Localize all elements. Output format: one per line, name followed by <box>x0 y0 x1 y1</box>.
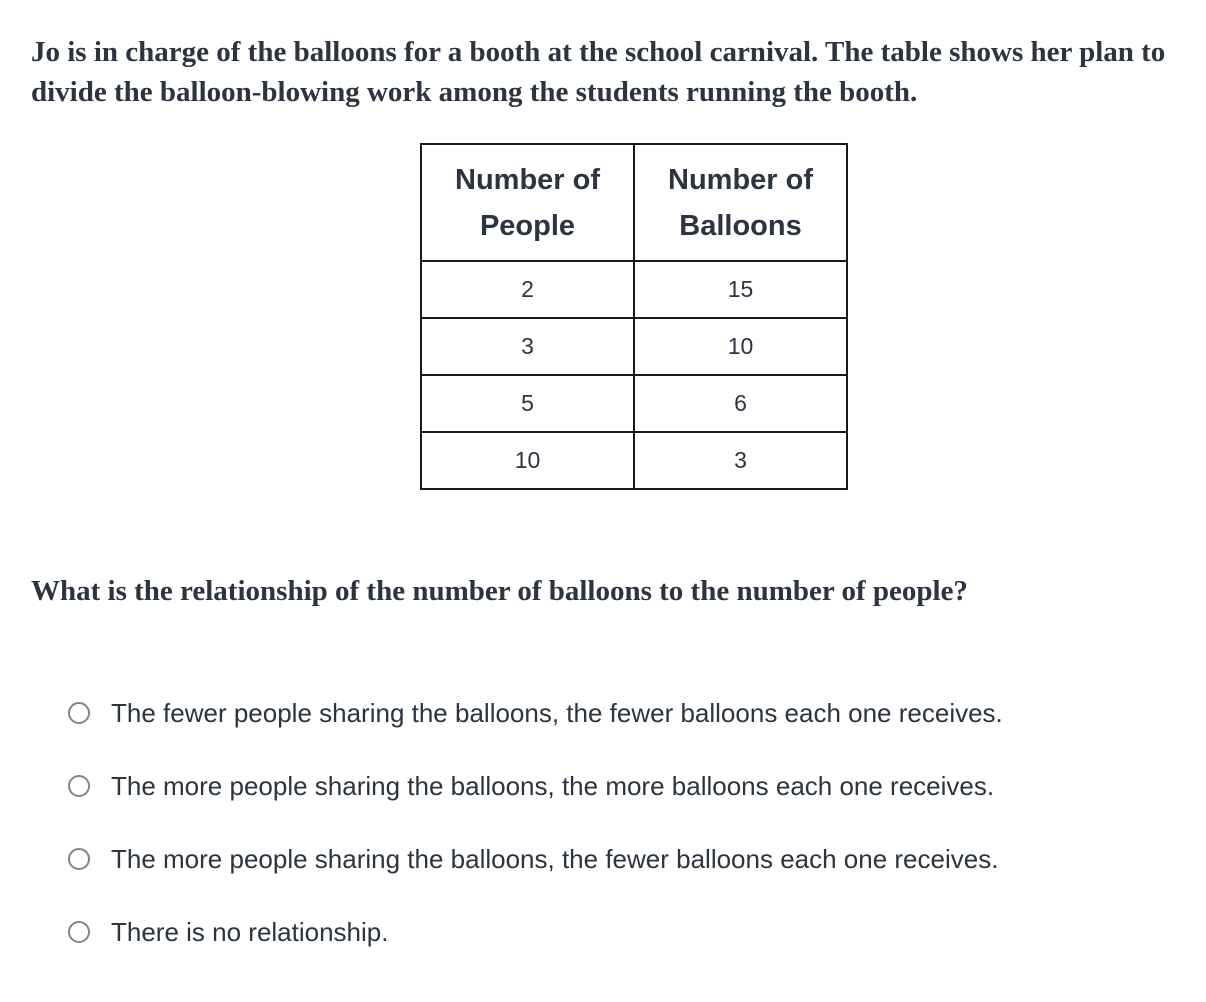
column-header-people <box>421 144 634 261</box>
column-header-balloons <box>634 144 847 261</box>
answer-choice-2[interactable] <box>68 761 1003 811</box>
radio-button-icon[interactable] <box>68 921 90 943</box>
cell-people: 3 <box>421 318 634 375</box>
column-header-line: People <box>479 209 576 242</box>
column-header-line: Balloons <box>679 209 802 242</box>
table-row <box>421 318 847 375</box>
cell-balloons: 15 <box>634 261 847 318</box>
question-prompt: Jo is in charge of the balloons for a booth at the school carnival. The table shows her plan to divide the balloon-blowing work among the students running the booth. <box>31 36 1166 108</box>
table-header-row <box>421 144 847 261</box>
answer-choice-label[interactable]: The more people sharing the balloons, the fewer balloons each one receives. <box>111 843 999 874</box>
column-header-line: Number of <box>668 163 813 196</box>
answer-choices <box>68 688 1003 980</box>
answer-choice-1[interactable] <box>68 688 1003 738</box>
answer-choice-label[interactable]: The fewer people sharing the balloons, the fewer balloons each one receives. <box>111 697 1003 728</box>
table-row <box>421 261 847 318</box>
cell-people: 5 <box>421 375 634 432</box>
cell-balloons: 3 <box>634 432 847 489</box>
cell-people: 2 <box>421 261 634 318</box>
table-row <box>421 432 847 489</box>
cell-people: 10 <box>421 432 634 489</box>
balloons-table <box>420 143 848 490</box>
radio-button-icon[interactable] <box>68 848 90 870</box>
answer-choice-label[interactable]: There is no relationship. <box>111 916 389 947</box>
radio-button-icon[interactable] <box>68 775 90 797</box>
answer-choice-4[interactable] <box>68 907 1003 957</box>
cell-balloons: 10 <box>634 318 847 375</box>
question-text: What is the relationship of the number of balloons to the number of people? <box>31 575 968 607</box>
radio-button-icon[interactable] <box>68 702 90 724</box>
answer-choice-3[interactable] <box>68 834 1003 884</box>
column-header-line: Number of <box>455 163 600 196</box>
answer-choice-label[interactable]: The more people sharing the balloons, the more balloons each one receives. <box>111 770 995 801</box>
table-row <box>421 375 847 432</box>
cell-balloons: 6 <box>634 375 847 432</box>
